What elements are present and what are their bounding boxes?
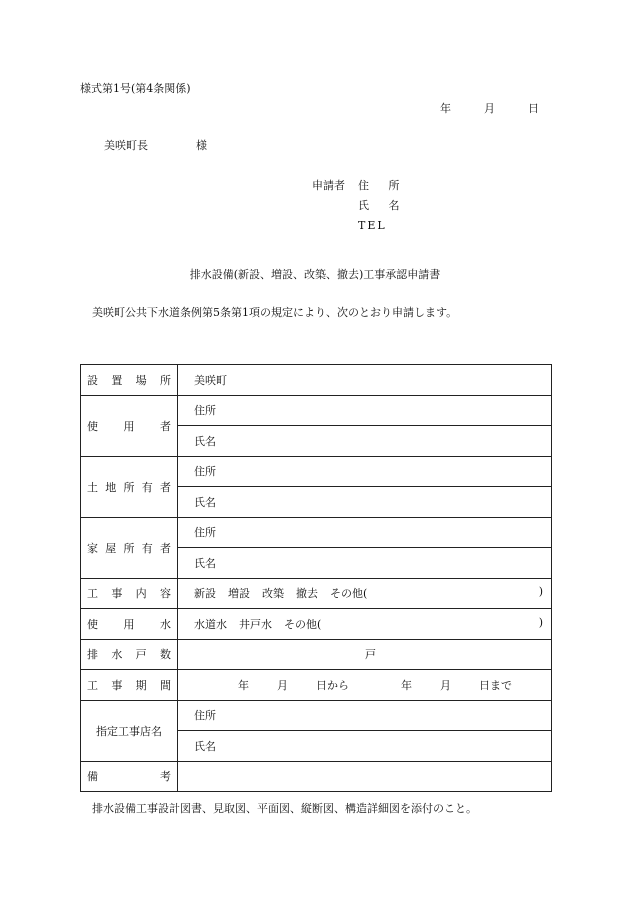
work-content-field[interactable]: [178, 578, 552, 609]
remarks-field[interactable]: [178, 761, 552, 792]
user-name-field[interactable]: 氏名: [178, 426, 552, 457]
period-field[interactable]: [178, 670, 552, 701]
remarks-label: 備 考: [81, 761, 178, 792]
addressee: [104, 137, 207, 153]
table-row-location: [81, 365, 552, 396]
table-row-user-address: [81, 395, 552, 426]
water-use-field[interactable]: [178, 609, 552, 640]
land-owner-label: 土 地 所 有 者: [81, 456, 178, 517]
location-label: 設 置 場 所: [81, 365, 178, 396]
addressee-honorific: 様: [196, 139, 207, 152]
date-year: 年: [440, 102, 451, 115]
applicant-tel-label: TEL: [358, 219, 387, 232]
contractor-label: 指定工事店名: [81, 700, 178, 761]
period-from-month: 月: [277, 678, 288, 692]
water-option-other[interactable]: その他(: [284, 617, 322, 631]
document-title: 排水設備(新設、増設、改築、撤去)工事承認申請書: [189, 268, 441, 281]
work-option-rebuild[interactable]: 改築: [262, 587, 284, 601]
location-value[interactable]: 美咲町: [178, 365, 552, 396]
house-owner-name-field[interactable]: 氏名: [178, 548, 552, 579]
households-unit: 戸: [365, 648, 376, 662]
applicant-name-label: 氏 名: [358, 199, 408, 212]
table-row-land-owner-address: [81, 456, 552, 487]
work-option-close: ): [538, 585, 543, 599]
work-option-remove[interactable]: 撤去: [296, 587, 318, 601]
table-row-period: [81, 670, 552, 701]
water-option-close: ): [538, 615, 543, 629]
period-label: 工 事 期 間: [81, 670, 178, 701]
applicant-label: 申請者: [312, 179, 345, 192]
table-row-contractor-address: [81, 700, 552, 731]
date-line: [440, 100, 539, 116]
date-day: 日: [528, 102, 539, 115]
table-row-water-use: [81, 609, 552, 640]
table-row-work-content: [81, 578, 552, 609]
body-text: 美咲町公共下水道条例第5条第1項の規定により、次のとおり申請します。: [92, 306, 458, 319]
addressee-name: 美咲町長: [104, 139, 148, 152]
application-table: [80, 364, 552, 792]
contractor-name-field[interactable]: 氏名: [178, 731, 552, 762]
user-address-field[interactable]: 住所: [178, 395, 552, 426]
period-to-month: 月: [440, 678, 451, 692]
table-row-house-owner-address: [81, 517, 552, 548]
water-use-label: 使 用 水: [81, 609, 178, 640]
applicant-block: [312, 176, 408, 236]
work-option-new[interactable]: 新設: [194, 587, 216, 601]
footnote: 排水設備工事設計図書、見取図、平面図、縦断図、構造詳細図を添付のこと。: [92, 802, 477, 815]
period-to-day: 日まで: [479, 678, 512, 692]
period-from-year: 年: [238, 678, 249, 692]
user-label: 使 用 者: [81, 395, 178, 456]
house-owner-label: 家 屋 所 有 者: [81, 517, 178, 578]
water-option-tap[interactable]: 水道水: [194, 617, 227, 631]
households-field[interactable]: [178, 639, 552, 670]
house-owner-address-field[interactable]: 住所: [178, 517, 552, 548]
work-option-other[interactable]: その他(: [330, 587, 368, 601]
land-owner-name-field[interactable]: 氏名: [178, 487, 552, 518]
land-owner-address-field[interactable]: 住所: [178, 456, 552, 487]
contractor-address-field[interactable]: 住所: [178, 700, 552, 731]
date-month: 月: [484, 102, 495, 115]
work-option-expand[interactable]: 増設: [228, 587, 250, 601]
form-number: 様式第1号(第4条関係): [80, 82, 191, 95]
period-from-day: 日から: [316, 678, 349, 692]
table-row-households: [81, 639, 552, 670]
water-option-well[interactable]: 井戸水: [239, 617, 272, 631]
work-content-label: 工 事 内 容: [81, 578, 178, 609]
period-to-year: 年: [401, 678, 412, 692]
table-row-remarks: [81, 761, 552, 792]
applicant-address-label: 住 所: [358, 179, 408, 192]
households-label: 排 水 戸 数: [81, 639, 178, 670]
